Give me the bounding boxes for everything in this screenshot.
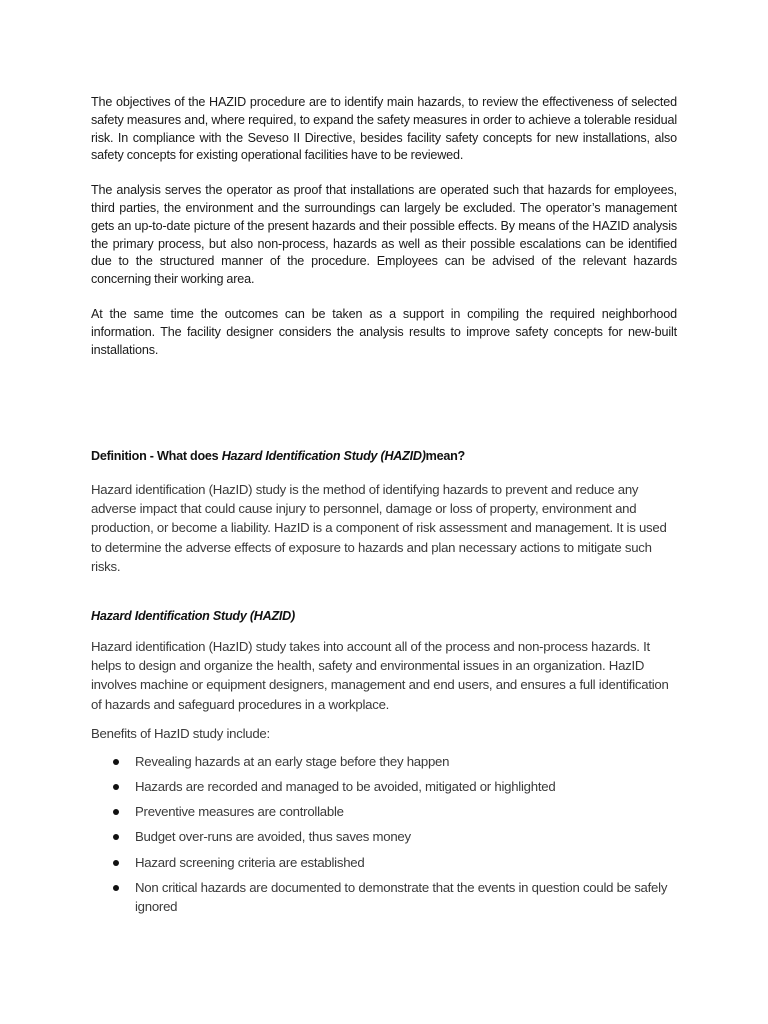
benefits-list: [91, 752, 677, 916]
bullet-icon: [113, 759, 119, 765]
document-page: [91, 94, 677, 915]
intro-section: [91, 94, 677, 359]
benefits-intro: Benefits of HazID study include:: [91, 725, 270, 741]
study-text: Hazard identification (HazID) study takes into account all of the process and non-process hazards. It helps to design and organize the health, safety and environmental issues in an organization. HazID involves machine or equipment designers, management and end users, and ensures a full identification of hazards and safeguard procedures in a workplace.: [91, 639, 669, 712]
bullet-icon: [113, 784, 119, 790]
benefit-text: Preventive measures are controllable: [135, 804, 344, 820]
benefit-item: [91, 827, 677, 846]
bullet-icon: [113, 834, 119, 840]
benefit-text: Hazards are recorded and managed to be avoided, mitigated or highlighted: [135, 779, 556, 795]
definition-heading-prefix: Definition - What does: [91, 449, 222, 463]
benefit-text: Hazard screening criteria are established: [135, 854, 365, 870]
bullet-icon: [113, 860, 119, 866]
benefit-item: [91, 752, 677, 771]
definition-heading-term: Hazard Identification Study (HAZID): [221, 449, 426, 463]
definition-text: Hazard identification (HazID) study is the method of identifying hazards to prevent and reduce any adverse impact that could cause injury to personnel, damage or loss of property, environment and production, or become a liability. HazID is a component of risk assessment and management. It is used to determine the adverse effects of exposure to hazards and plan necessary actions to mitigate such risks.: [91, 482, 667, 574]
definition-heading-suffix: mean?: [425, 449, 465, 463]
benefit-text: Revealing hazards at an early stage before they happen: [135, 753, 450, 769]
benefit-text: Budget over-runs are avoided, thus saves money: [135, 829, 411, 845]
definition-heading: [91, 448, 677, 465]
bullet-icon: [113, 885, 119, 891]
hazid-section: [91, 448, 677, 922]
benefit-item: [91, 802, 677, 821]
study-heading: Hazard Identification Study (HAZID): [91, 609, 295, 624]
benefit-item: [91, 853, 677, 872]
bullet-icon: [113, 809, 119, 815]
intro-paragraph-outcomes: At the same time the outcomes can be taken as a support in compiling the required neighborhood information. The facility designer considers the analysis results to improve safety concepts for new-built installations.: [91, 306, 677, 357]
benefit-text: Non critical hazards are documented to demonstrate that the events in question could be safely ignored: [135, 879, 668, 915]
benefit-item: [91, 777, 677, 796]
benefit-item: [91, 878, 677, 916]
intro-paragraph-analysis: The analysis serves the operator as proof that installations are operated such that hazards for employees, third parties, the environment and the surroundings can largely be excluded. The operator’s management gets an up-to-date picture of the present hazards and their possible effects. By means of the HAZID analysis the primary process, but also non-process, hazards as well as their possible escalations can be identified due to the structured manner of the procedure. Employees can be advised of the relevant hazards concerning their working area.: [91, 183, 677, 287]
intro-paragraph-objectives: The objectives of the HAZID procedure are to identify main hazards, to review the effectiveness of selected safety measures and, where required, to expand the safety measures in order to achieve a tolerable residual risk. In compliance with the Seveso II Directive, besides facility safety concepts for new installations, also safety concepts for existing operational facilities have to be reviewed.: [91, 95, 677, 163]
